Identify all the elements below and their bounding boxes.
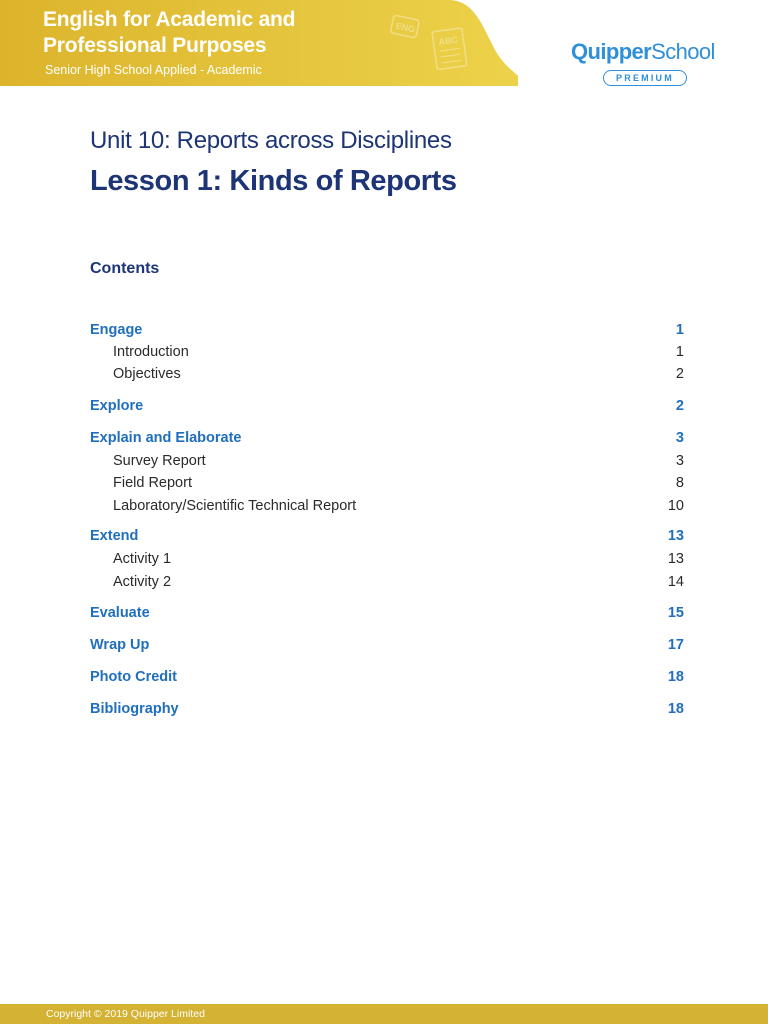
toc-label: Field Report xyxy=(113,475,192,491)
toc-label: Photo Credit xyxy=(90,669,177,685)
toc-label: Explore xyxy=(90,398,144,414)
toc-label: Evaluate xyxy=(90,605,150,621)
unit-title: Unit 10: Reports across Disciplines xyxy=(90,127,452,154)
toc-page-number: 13 xyxy=(667,528,684,544)
toc-page-number: 14 xyxy=(667,574,684,590)
toc-label: Introduction xyxy=(113,344,189,360)
toc-item-engage[interactable] xyxy=(90,320,684,340)
toc-page-number: 1 xyxy=(675,344,684,360)
toc-item-activity-1[interactable] xyxy=(90,549,684,569)
toc-label: Extend xyxy=(90,528,139,544)
toc-item-wrap-up[interactable] xyxy=(90,635,684,655)
toc-label: Survey Report xyxy=(113,453,206,469)
logo-regular-part: School xyxy=(651,39,715,64)
logo-wordmark xyxy=(571,38,715,66)
contents-heading: Contents xyxy=(90,260,160,277)
toc-page-number: 10 xyxy=(667,498,684,514)
lesson-title: Lesson 1: Kinds of Reports xyxy=(90,165,457,197)
toc-item-explain-and-elaborate[interactable] xyxy=(90,428,684,448)
toc-item-activity-2[interactable] xyxy=(90,572,684,592)
course-subtitle: Senior High School Applied - Academic xyxy=(45,63,262,77)
quipper-school-logo xyxy=(571,38,723,88)
svg-text:ENG: ENG xyxy=(394,20,416,35)
footer-band xyxy=(0,1004,768,1024)
toc-item-objectives[interactable] xyxy=(90,364,684,384)
toc-page-number: 18 xyxy=(667,701,684,717)
toc-label: Explain and Elaborate xyxy=(90,430,242,446)
toc-page-number: 13 xyxy=(667,551,684,567)
toc-page-number: 2 xyxy=(675,366,684,382)
toc-item-laboratory-report[interactable] xyxy=(90,496,684,516)
toc-label: Engage xyxy=(90,322,143,338)
toc-label: Laboratory/Scientific Technical Report xyxy=(113,498,357,514)
toc-label: Activity 2 xyxy=(113,574,172,590)
toc-page-number: 3 xyxy=(675,453,684,469)
toc-page-number: 15 xyxy=(667,605,684,621)
toc-label: Wrap Up xyxy=(90,637,150,653)
toc-page-number: 8 xyxy=(675,475,684,491)
copyright-text: Copyright © 2019 Quipper Limited xyxy=(46,1008,205,1020)
toc-item-bibliography[interactable] xyxy=(90,699,684,719)
logo-bold-part: Quipper xyxy=(571,39,652,64)
toc-label: Bibliography xyxy=(90,701,179,717)
toc-page-number: 1 xyxy=(675,322,684,338)
toc-page-number: 18 xyxy=(667,669,684,685)
toc-page-number: 17 xyxy=(667,637,684,653)
toc-item-photo-credit[interactable] xyxy=(90,667,684,687)
premium-badge: PREMIUM xyxy=(603,70,687,86)
toc-label: Activity 1 xyxy=(113,551,172,567)
toc-item-field-report[interactable] xyxy=(90,473,684,493)
toc-page-number: 2 xyxy=(675,398,684,414)
toc-label: Objectives xyxy=(113,366,181,382)
toc-item-introduction[interactable] xyxy=(90,342,684,362)
course-title: English for Academic and Professional Purposes xyxy=(43,8,296,57)
toc-page-number: 3 xyxy=(675,430,684,446)
toc-item-extend[interactable] xyxy=(90,526,684,546)
toc-item-evaluate[interactable] xyxy=(90,603,684,623)
toc-item-explore[interactable] xyxy=(90,396,684,416)
toc-item-survey-report[interactable] xyxy=(90,451,684,471)
svg-text:ABC: ABC xyxy=(437,34,459,48)
